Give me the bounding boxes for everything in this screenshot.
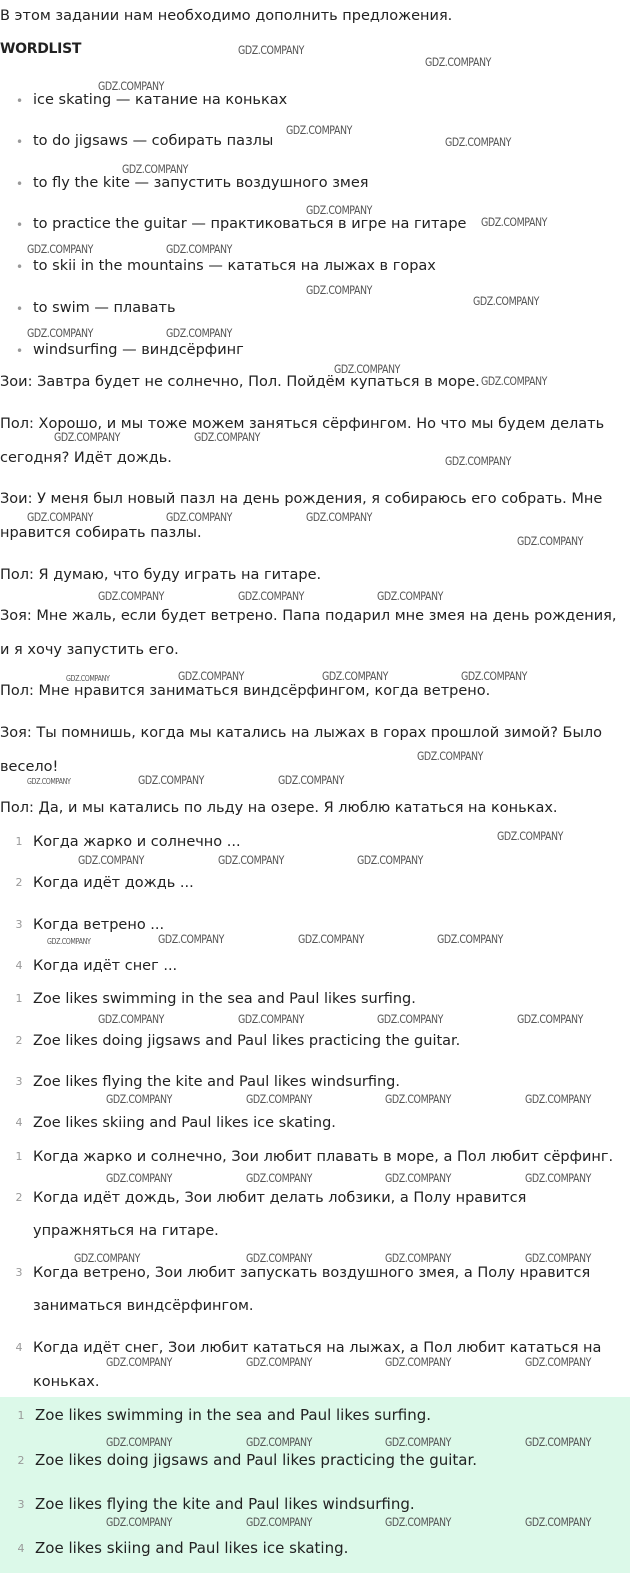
watermark: GDZ.COMPANY [158, 932, 225, 946]
watermark: GDZ.COMPANY [481, 215, 548, 229]
watermark: GDZ.COMPANY [98, 589, 165, 603]
wordlist-item: to fly the kite — запустить воздушного змея [33, 175, 369, 191]
intro-text: В этом задании нам необходимо дополнить предложения. [0, 8, 453, 24]
dialogue-line: Зои: Завтра будет не солнечно, Пол. Пойдём купаться в море. [0, 374, 480, 390]
bullet: • [16, 135, 24, 149]
watermark: GDZ.COMPANY [278, 773, 345, 787]
watermark: GDZ.COMPANY [306, 510, 373, 524]
wordlist-heading: WORDLIST [0, 41, 82, 57]
list-item: Когда ветрено ... [33, 917, 165, 933]
bullet: • [16, 260, 24, 274]
watermark: GDZ.COMPANY [47, 937, 91, 946]
watermark: GDZ.COMPANY [98, 1012, 165, 1026]
watermark: GDZ.COMPANY [525, 1435, 592, 1449]
wordlist-item: windsurfing — виндсёрфинг [33, 342, 244, 358]
dialogue-line: Пол: Хорошо, и мы тоже можем заняться сёрфингом. Но что мы будем делать [0, 416, 605, 432]
dialogue-line: Зоя: Мне жаль, если будет ветрено. Папа подарил мне змея на день рождения, [0, 608, 617, 624]
watermark: GDZ.COMPANY [417, 749, 484, 763]
bullet: • [16, 218, 24, 232]
answer-item: Zoe likes flying the kite and Paul likes windsurfing. [35, 1495, 415, 1513]
list-item: Когда идёт дождь, Зои любит делать лобзики, а Полу нравится [33, 1190, 527, 1206]
watermark: GDZ.COMPANY [298, 932, 365, 946]
list-number: 1 [15, 992, 23, 1005]
list-number: 4 [17, 1542, 25, 1555]
watermark: GDZ.COMPANY [377, 1012, 444, 1026]
watermark: GDZ.COMPANY [246, 1355, 313, 1369]
watermark: GDZ.COMPANY [525, 1515, 592, 1529]
watermark: GDZ.COMPANY [385, 1355, 452, 1369]
watermark: GDZ.COMPANY [246, 1251, 313, 1265]
list-item: Когда жарко и солнечно ... [33, 834, 241, 850]
list-item: Zoe likes doing jigsaws and Paul likes practicing the guitar. [33, 1033, 461, 1049]
answer-item: Zoe likes swimming in the sea and Paul likes surfing. [35, 1406, 432, 1424]
list-number: 3 [17, 1498, 25, 1511]
watermark: GDZ.COMPANY [27, 326, 94, 340]
dialogue-line: весело! [0, 759, 59, 775]
watermark: GDZ.COMPANY [98, 79, 165, 93]
watermark: GDZ.COMPANY [481, 374, 548, 388]
watermark: GDZ.COMPANY [461, 669, 528, 683]
watermark: GDZ.COMPANY [238, 43, 305, 57]
watermark: GDZ.COMPANY [66, 674, 110, 683]
watermark: GDZ.COMPANY [473, 294, 540, 308]
list-number: 3 [15, 918, 23, 931]
list-item: Когда идёт снег ... [33, 958, 178, 974]
list-number: 1 [17, 1409, 25, 1422]
watermark: GDZ.COMPANY [306, 283, 373, 297]
list-number: 2 [17, 1454, 25, 1467]
watermark: GDZ.COMPANY [525, 1251, 592, 1265]
answer-item: Zoe likes doing jigsaws and Paul likes practicing the guitar. [35, 1451, 478, 1469]
watermark: GDZ.COMPANY [106, 1355, 173, 1369]
watermark: GDZ.COMPANY [106, 1435, 173, 1449]
dialogue-line: и я хочу запустить его. [0, 642, 179, 658]
wordlist-item: ice skating — катание на коньках [33, 92, 288, 108]
list-number: 2 [15, 1191, 23, 1204]
list-number: 3 [15, 1075, 23, 1088]
watermark: GDZ.COMPANY [385, 1171, 452, 1185]
watermark: GDZ.COMPANY [27, 777, 71, 786]
watermark: GDZ.COMPANY [322, 669, 389, 683]
list-item-continuation: коньках. [33, 1374, 100, 1390]
watermark: GDZ.COMPANY [357, 853, 424, 867]
watermark: GDZ.COMPANY [246, 1171, 313, 1185]
dialogue-line: Зоя: Ты помнишь, когда мы катались на лыжах в горах прошлой зимой? Было [0, 725, 603, 741]
dialogue-line: нравится собирать пазлы. [0, 525, 202, 541]
watermark: GDZ.COMPANY [27, 242, 94, 256]
bullet: • [16, 177, 24, 191]
watermark: GDZ.COMPANY [138, 773, 205, 787]
bullet: • [16, 344, 24, 358]
dialogue-line: Пол: Я думаю, что буду играть на гитаре. [0, 567, 322, 583]
list-item: Zoe likes flying the kite and Paul likes windsurfing. [33, 1074, 400, 1090]
watermark: GDZ.COMPANY [385, 1092, 452, 1106]
list-number: 4 [15, 959, 23, 972]
watermark: GDZ.COMPANY [54, 430, 121, 444]
watermark: GDZ.COMPANY [525, 1171, 592, 1185]
watermark: GDZ.COMPANY [525, 1092, 592, 1106]
dialogue-line: Зои: У меня был новый пазл на день рождения, я собираюсь его собрать. Мне [0, 491, 603, 507]
watermark: GDZ.COMPANY [377, 589, 444, 603]
watermark: GDZ.COMPANY [27, 510, 94, 524]
watermark: GDZ.COMPANY [218, 853, 285, 867]
wordlist-item: to swim — плавать [33, 300, 176, 316]
watermark: GDZ.COMPANY [385, 1515, 452, 1529]
answer-box [0, 1397, 630, 1573]
list-number: 1 [15, 1150, 23, 1163]
bullet: • [16, 302, 24, 316]
watermark: GDZ.COMPANY [306, 203, 373, 217]
watermark: GDZ.COMPANY [286, 123, 353, 137]
list-item: Когда идёт снег, Зои любит кататься на лыжах, а Пол любит кататься на [33, 1340, 602, 1356]
list-item: Zoe likes swimming in the sea and Paul likes surfing. [33, 991, 416, 1007]
watermark: GDZ.COMPANY [194, 430, 261, 444]
list-item: Когда идёт дождь ... [33, 875, 194, 891]
watermark: GDZ.COMPANY [246, 1092, 313, 1106]
watermark: GDZ.COMPANY [385, 1435, 452, 1449]
list-number: 2 [15, 1034, 23, 1047]
watermark: GDZ.COMPANY [78, 853, 145, 867]
watermark: GDZ.COMPANY [106, 1092, 173, 1106]
watermark: GDZ.COMPANY [166, 326, 233, 340]
watermark: GDZ.COMPANY [517, 534, 584, 548]
wordlist-item: to skii in the mountains — кататься на лыжах в горах [33, 258, 436, 274]
watermark: GDZ.COMPANY [122, 162, 189, 176]
answer-item: Zoe likes skiing and Paul likes ice skating. [35, 1539, 349, 1557]
list-item-continuation: упражняться на гитаре. [33, 1223, 219, 1239]
watermark: GDZ.COMPANY [517, 1012, 584, 1026]
list-number: 1 [15, 835, 23, 848]
watermark: GDZ.COMPANY [445, 135, 512, 149]
watermark: GDZ.COMPANY [106, 1171, 173, 1185]
watermark: GDZ.COMPANY [385, 1251, 452, 1265]
watermark: GDZ.COMPANY [425, 55, 492, 69]
list-item: Когда жарко и солнечно, Зои любит плавать в море, а Пол любит сёрфинг. [33, 1149, 614, 1165]
wordlist-item: to practice the guitar — практиковаться в игре на гитаре [33, 216, 467, 232]
watermark: GDZ.COMPANY [525, 1355, 592, 1369]
watermark: GDZ.COMPANY [74, 1251, 141, 1265]
watermark: GDZ.COMPANY [334, 362, 401, 376]
list-number: 4 [15, 1341, 23, 1354]
list-item: Zoe likes skiing and Paul likes ice skating. [33, 1115, 336, 1131]
bullet: • [16, 94, 24, 108]
list-number: 4 [15, 1116, 23, 1129]
dialogue-line: Пол: Мне нравится заниматься виндсёрфингом, когда ветрено. [0, 683, 491, 699]
dialogue-line: Пол: Да, и мы катались по льду на озере. Я люблю кататься на коньках. [0, 800, 558, 816]
list-item: Когда ветрено, Зои любит запускать воздушного змея, а Полу нравится [33, 1265, 591, 1281]
dialogue-line: сегодня? Идёт дождь. [0, 450, 172, 466]
watermark: GDZ.COMPANY [246, 1435, 313, 1449]
watermark: GDZ.COMPANY [238, 589, 305, 603]
watermark: GDZ.COMPANY [238, 1012, 305, 1026]
watermark: GDZ.COMPANY [166, 242, 233, 256]
watermark: GDZ.COMPANY [106, 1515, 173, 1529]
watermark: GDZ.COMPANY [437, 932, 504, 946]
list-item-continuation: заниматься виндсёрфингом. [33, 1298, 254, 1314]
watermark: GDZ.COMPANY [166, 510, 233, 524]
watermark: GDZ.COMPANY [178, 669, 245, 683]
list-number: 2 [15, 876, 23, 889]
watermark: GDZ.COMPANY [246, 1515, 313, 1529]
wordlist-item: to do jigsaws — собирать пазлы [33, 133, 274, 149]
list-number: 3 [15, 1266, 23, 1279]
watermark: GDZ.COMPANY [445, 454, 512, 468]
watermark: GDZ.COMPANY [497, 829, 564, 843]
